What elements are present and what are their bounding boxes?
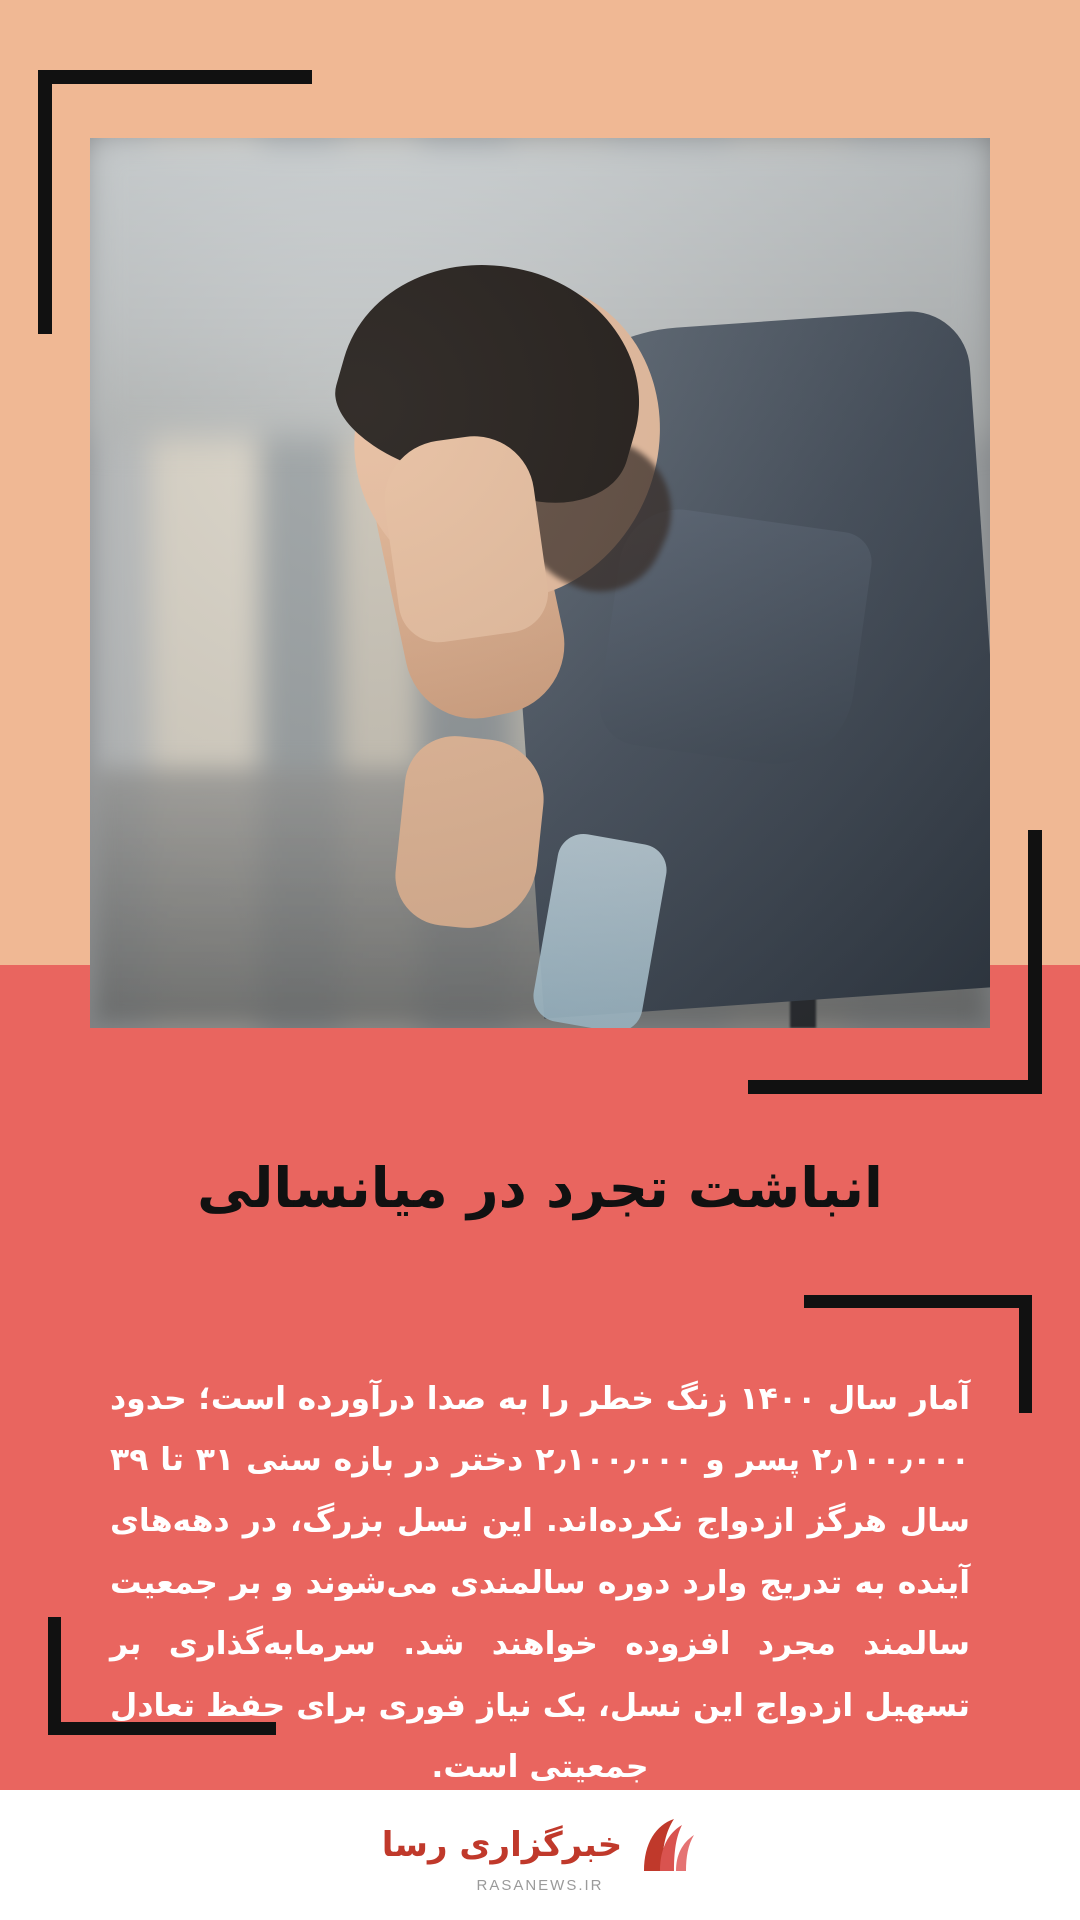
photo-frame — [90, 138, 990, 1028]
body-paragraph: آمار سال ۱۴۰۰ زنگ خطر را به صدا درآورده است؛ حدود ۲٫۱۰۰٫۰۰۰ پسر و ۲٫۱۰۰٫۰۰۰ دختر در بازه سنی ۳۱ تا ۳۹ سال هرگز ازدواج نکرده‌اند. این نسل بزرگ، در دهه‌های آینده به تدریج وارد دوره سالمندی می‌شوند و بر جمعیت سالمند مجرد افزوده خواهند شد. سرمایه‌گذاری بر تسهیل ازدواج این نسل، یک نیاز فوری برای حفظ تعادل جمعیتی است. — [110, 1380, 970, 1786]
hero-photo — [90, 138, 990, 1028]
rasa-logo-icon — [636, 1817, 698, 1873]
photo-vignette — [90, 138, 990, 1028]
logo-wordmark: خبرگزاری رسا — [381, 1824, 623, 1865]
page-title: انباشت تجرد در میانسالی — [197, 1156, 883, 1220]
footer-url: RASANEWS.IR — [476, 1876, 604, 1894]
logo-row — [382, 1817, 698, 1873]
body-text-block — [48, 1295, 1032, 1786]
footer — [0, 1790, 1080, 1920]
